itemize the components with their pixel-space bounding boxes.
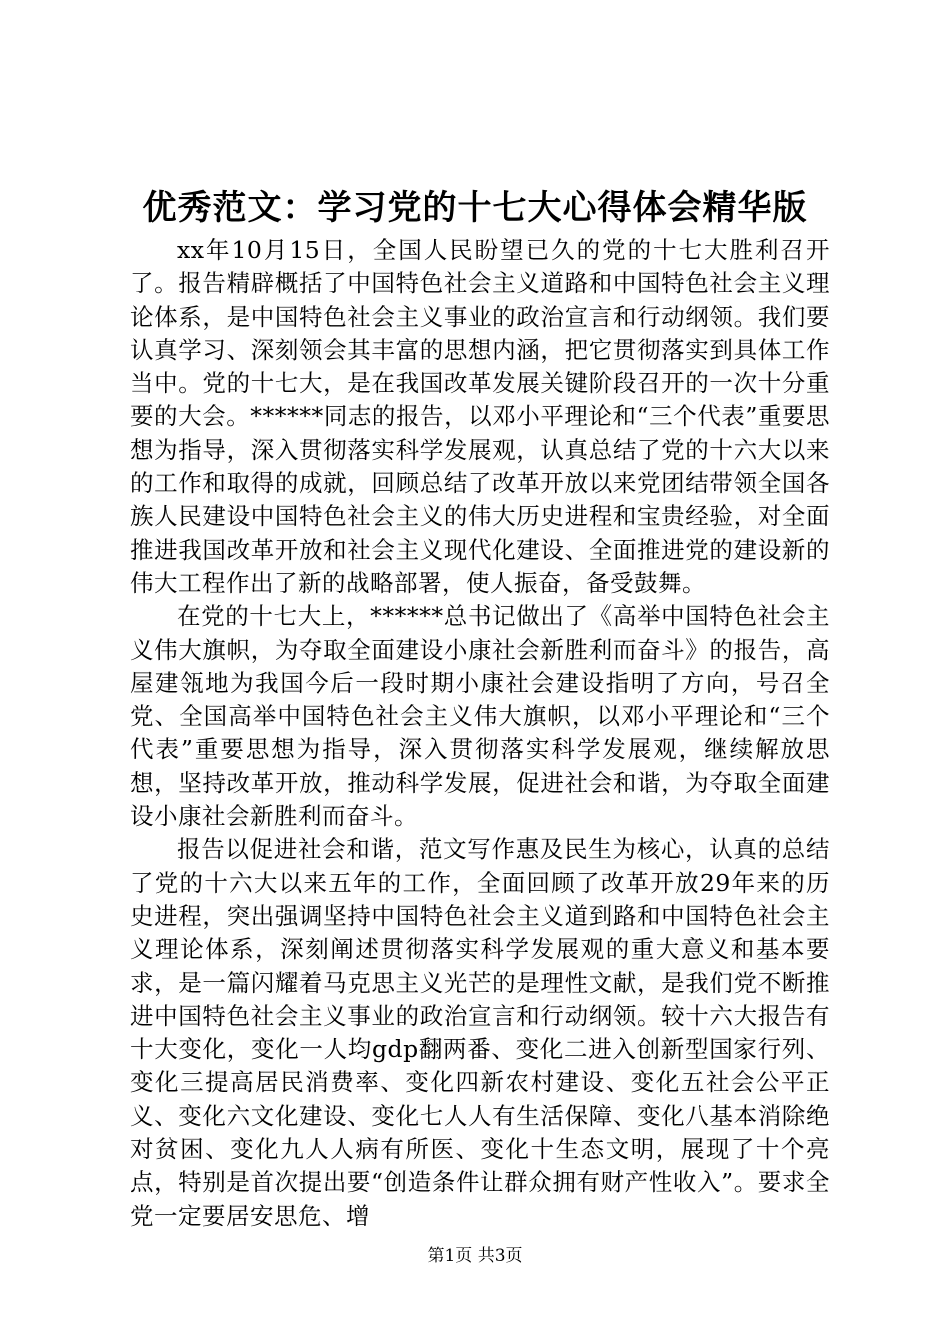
document-title: 优秀范文：学习党的十七大心得体会精华版 <box>142 188 808 228</box>
document-body <box>130 234 830 1233</box>
paragraph-3: 报告以促进社会和谐，范文写作惠及民生为核心，认真的总结了党的十六大以来五年的工作，全面回顾了改革开放29年来的历史进程，突出强调坚持中国特色社会主义道到路和中国特色社会主义理论体系，深刻阐述贯彻落实科学发展观的重大意义和基本要求，是一篇闪耀着马克思主义光芒的是理性文献，是我们党不断推进中国特色社会主义事业的政治宣言和行动纲领。较十六大报告有十大变化，变化一人均gdp翻两番、变化二进入创新型国家行列、变化三提高居民消费率、变化四新农村建设、变化五社会公平正义、变化六文化建设、变化七人人有生活保障、变化八基本消除绝对贫困、变化九人人病有所医、变化十生态文明，展现了十个亮点，特别是首次提出要“创造条件让群众拥有财产性收入”。要求全党一定要居安思危、增 <box>130 835 830 1230</box>
paragraph-2: 在党的十七大上，******总书记做出了《高举中国特色社会主义伟大旗帜，为夺取全面建设小康社会新胜利而奋斗》的报告，高屋建瓴地为我国今后一段时期小康社会建设指明了方向，号召全党、全国高举中国特色社会主义伟大旗帜，以邓小平理论和“三个代表”重要思想为指导，深入贯彻落实科学发展观，继续解放思想，坚持改革开放，推动科学发展，促进社会和谐，为夺取全面建设小康社会新胜利而奋斗。 <box>130 602 830 831</box>
page-footer: 第1页 共3页 <box>427 1246 523 1266</box>
paragraph-1: xx年10月15日，全国人民盼望已久的党的十七大胜利召开了。报告精辟概括了中国特色社会主义道路和中国特色社会主义理论体系，是中国特色社会主义事业的政治宣言和行动纲领。我们要认真学习、深刻领会其丰富的思想内涵，把它贯彻落实到具体工作当中。党的十七大，是在我国改革发展关键阶段召开的一次十分重要的大会。******同志的报告，以邓小平理论和“三个代表”重要思想为指导，深入贯彻落实科学发展观，认真总结了党的十六大以来的工作和取得的成就，回顾总结了改革开放以来党团结带领全国各族人民建设中国特色社会主义的伟大历史进程和宝贵经验，对全面推进我国改革开放和社会主义现代化建设、全面推进党的建设新的伟大工程作出了新的战略部署，使人振奋，备受鼓舞。 <box>130 236 830 597</box>
